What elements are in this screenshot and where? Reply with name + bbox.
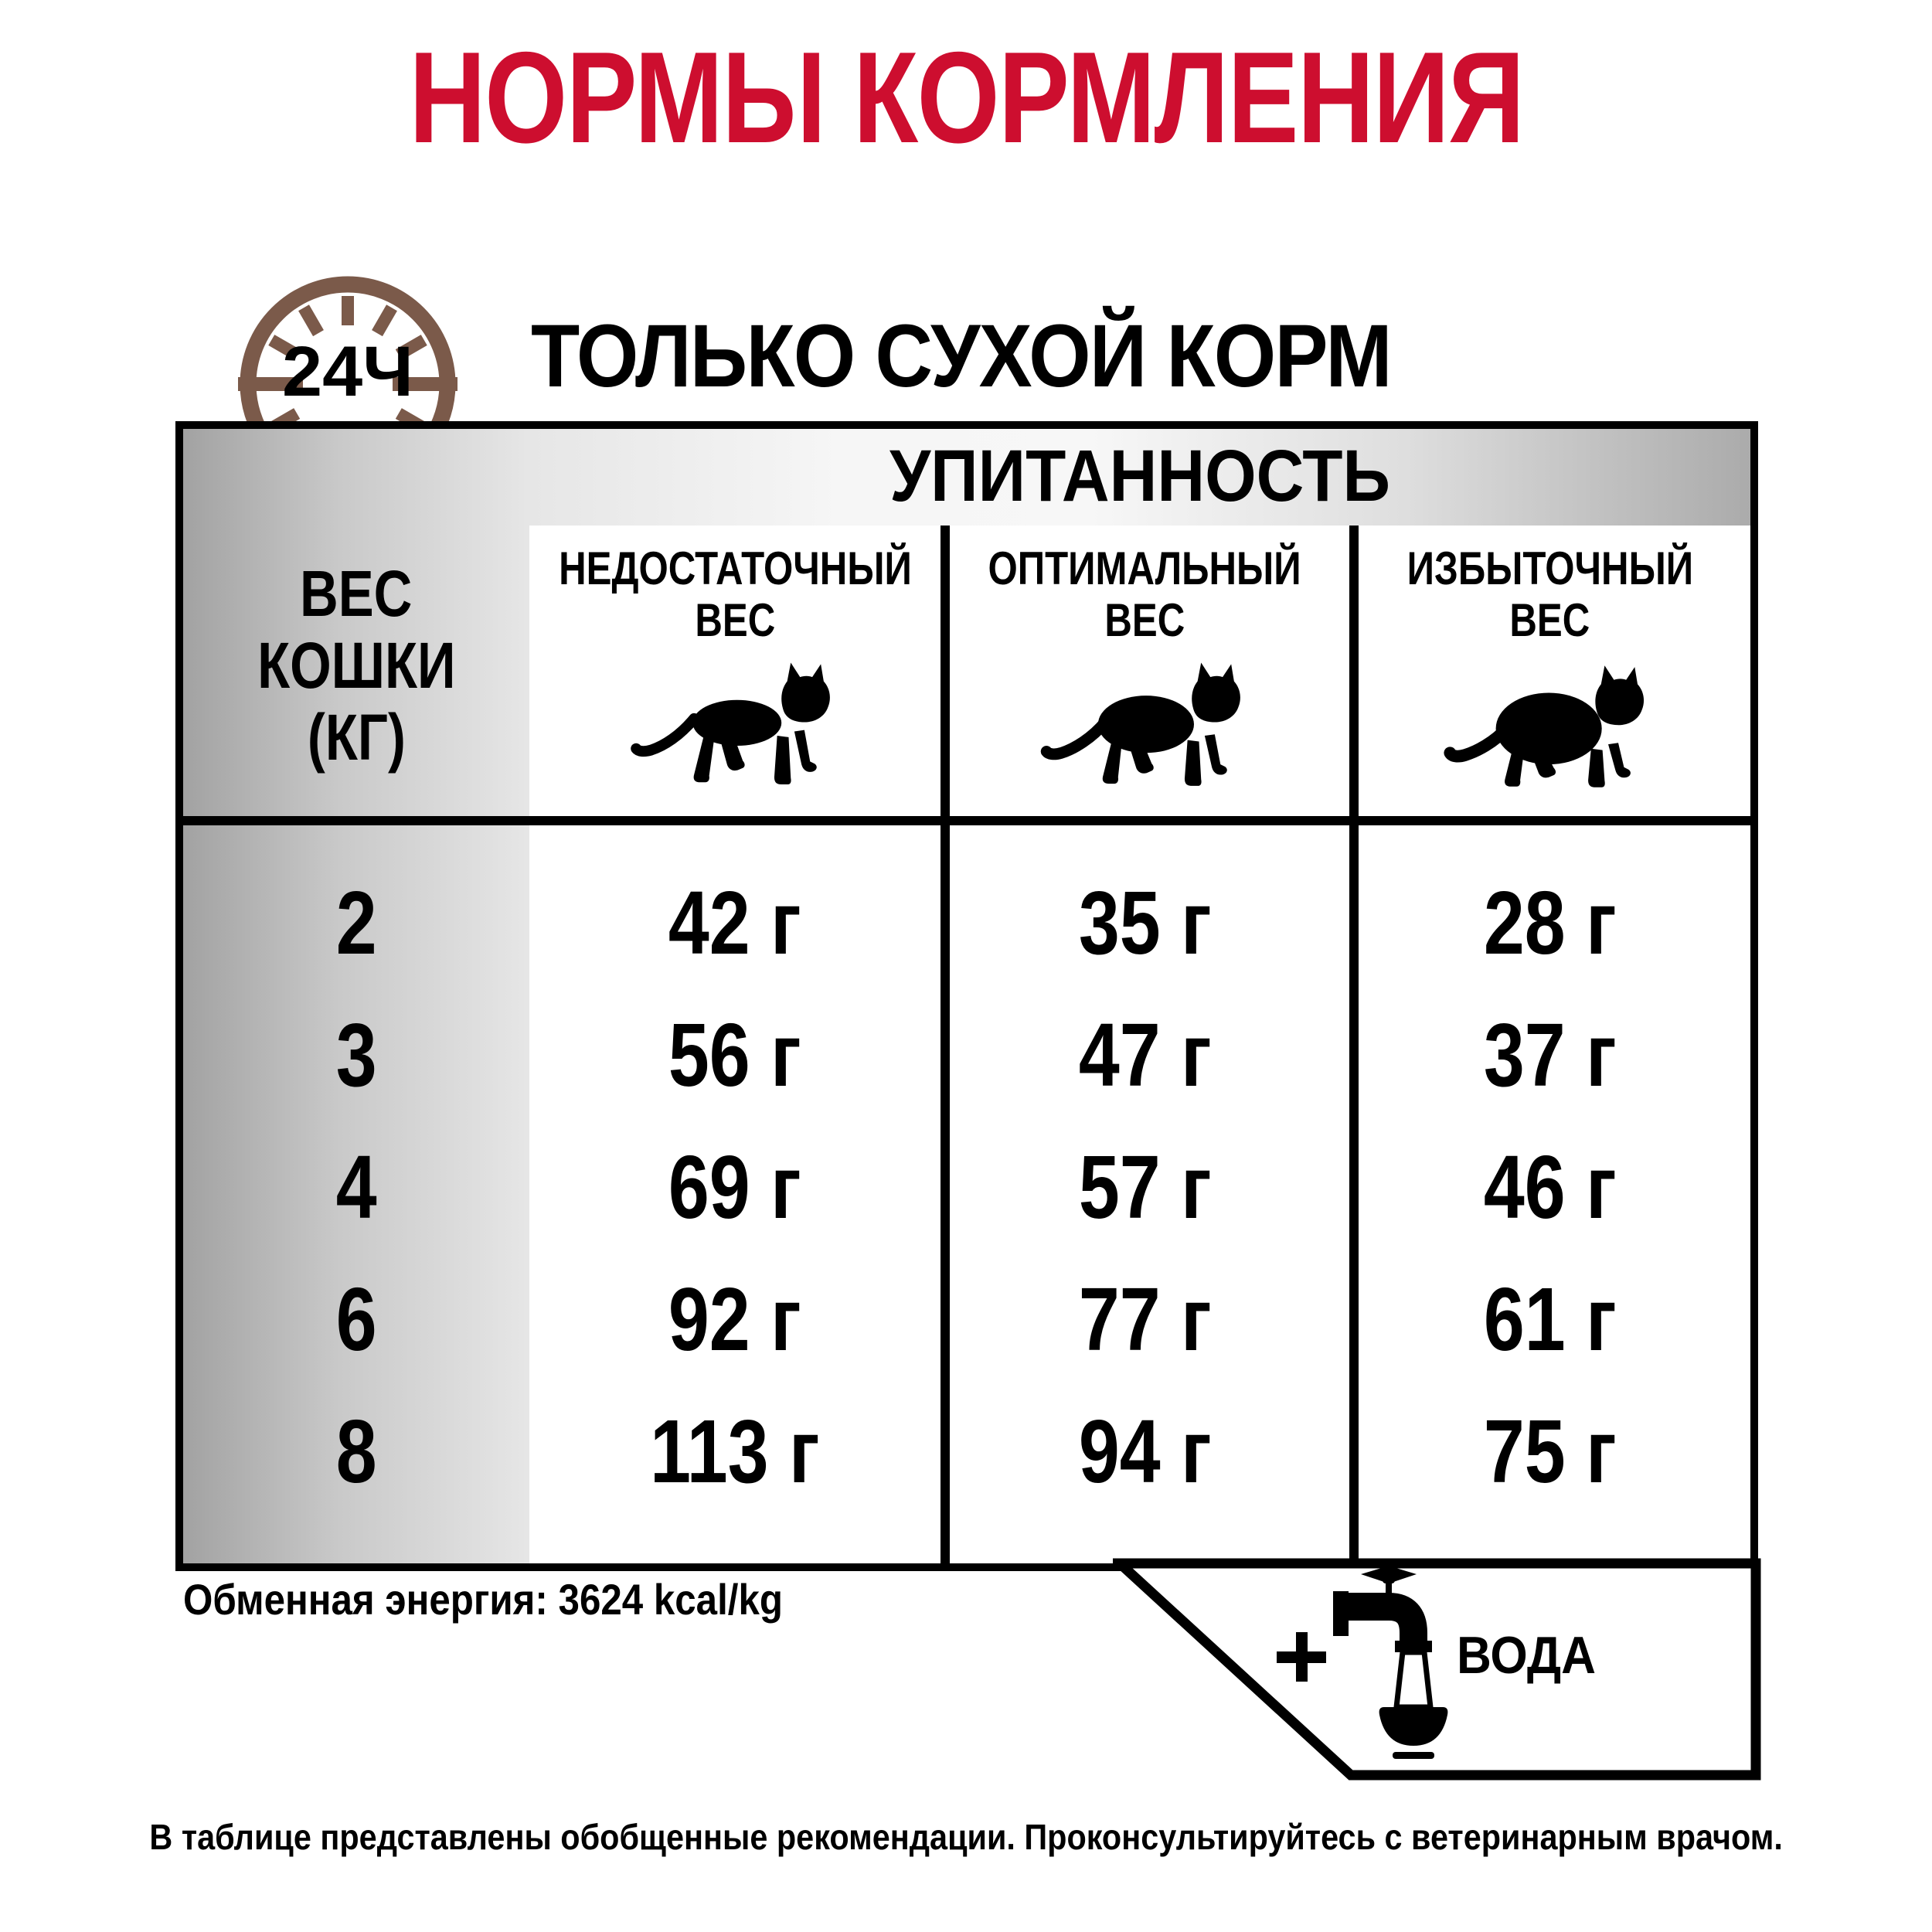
table-row	[183, 1253, 1750, 1385]
water-callout-outline	[1120, 1563, 1756, 1775]
feeding-amount-cell: 37 г	[1483, 1004, 1617, 1105]
optimal-header-cell	[940, 526, 1349, 816]
cat-weight-cell: 8	[335, 1400, 377, 1502]
page-title-text: НОРМЫ КОРМЛЕНИЯ	[408, 25, 1524, 170]
cat-weight-cell: 3	[335, 1004, 377, 1105]
feeding-amount-cell: 57 г	[1078, 1136, 1212, 1237]
feeding-amount-cell: 94 г	[1078, 1400, 1212, 1502]
feeding-amount-cell: 47 г	[1078, 1004, 1212, 1105]
cat-weight-cell: 6	[335, 1268, 377, 1369]
subtitle	[531, 307, 1486, 406]
table-row	[183, 1121, 1750, 1253]
feeding-amount-cell: 69 г	[668, 1136, 801, 1237]
water-callout	[1113, 1556, 1766, 1787]
table-header-row	[183, 526, 1750, 816]
weight-header-cell	[183, 526, 529, 816]
water-label: ВОДА	[1457, 1626, 1596, 1685]
table-row	[183, 1385, 1750, 1517]
feeding-amount-cell: 42 г	[668, 872, 801, 973]
thin-cat-icon	[607, 658, 862, 794]
clock-24h-label: 24Ч	[282, 332, 413, 411]
weight-header: ВЕС КОШКИ (КГ)	[257, 557, 456, 774]
overweight-header-cell	[1349, 526, 1750, 816]
disclaimer: В таблице представлены обобщенные рекомендации. Проконсультируйтесь с ветеринарным врачом.	[149, 1817, 1783, 1857]
feeding-amount-cell: 77 г	[1078, 1268, 1212, 1369]
fat-cat-icon	[1423, 658, 1678, 794]
underweight-header-cell	[529, 526, 940, 816]
table-band-title: УПИТАННОСТЬ	[889, 435, 1390, 517]
page-title	[0, 25, 1932, 170]
table-row	[183, 856, 1750, 988]
table-rows	[183, 856, 1750, 1517]
optimal-label: ОПТИМАЛЬНЫЙ ВЕС	[988, 543, 1302, 646]
feeding-amount-cell: 35 г	[1078, 872, 1212, 973]
feeding-table	[175, 421, 1758, 1571]
feeding-amount-cell: 92 г	[668, 1268, 801, 1369]
header-separator-line	[183, 816, 1750, 825]
normal-cat-icon	[1018, 658, 1273, 794]
feeding-amount-cell: 46 г	[1483, 1136, 1617, 1237]
feeding-amount-cell: 113 г	[650, 1400, 820, 1502]
table-row	[183, 988, 1750, 1121]
feeding-amount-cell: 56 г	[668, 1004, 801, 1105]
feeding-amount-cell: 28 г	[1483, 872, 1617, 973]
overweight-label: ИЗБЫТОЧНЫЙ ВЕС	[1406, 543, 1693, 646]
feeding-amount-cell: 61 г	[1483, 1268, 1617, 1369]
feeding-amount-cell: 75 г	[1483, 1400, 1617, 1502]
cat-weight-cell: 4	[335, 1136, 377, 1237]
subtitle-text: ТОЛЬКО СУХОЙ КОРМ	[531, 307, 1391, 406]
cat-weight-cell: 2	[335, 872, 377, 973]
underweight-label: НЕДОСТАТОЧНЫЙ ВЕС	[558, 543, 912, 646]
energy-note: Обменная энергия: 3624 kcal/kg	[183, 1575, 783, 1624]
